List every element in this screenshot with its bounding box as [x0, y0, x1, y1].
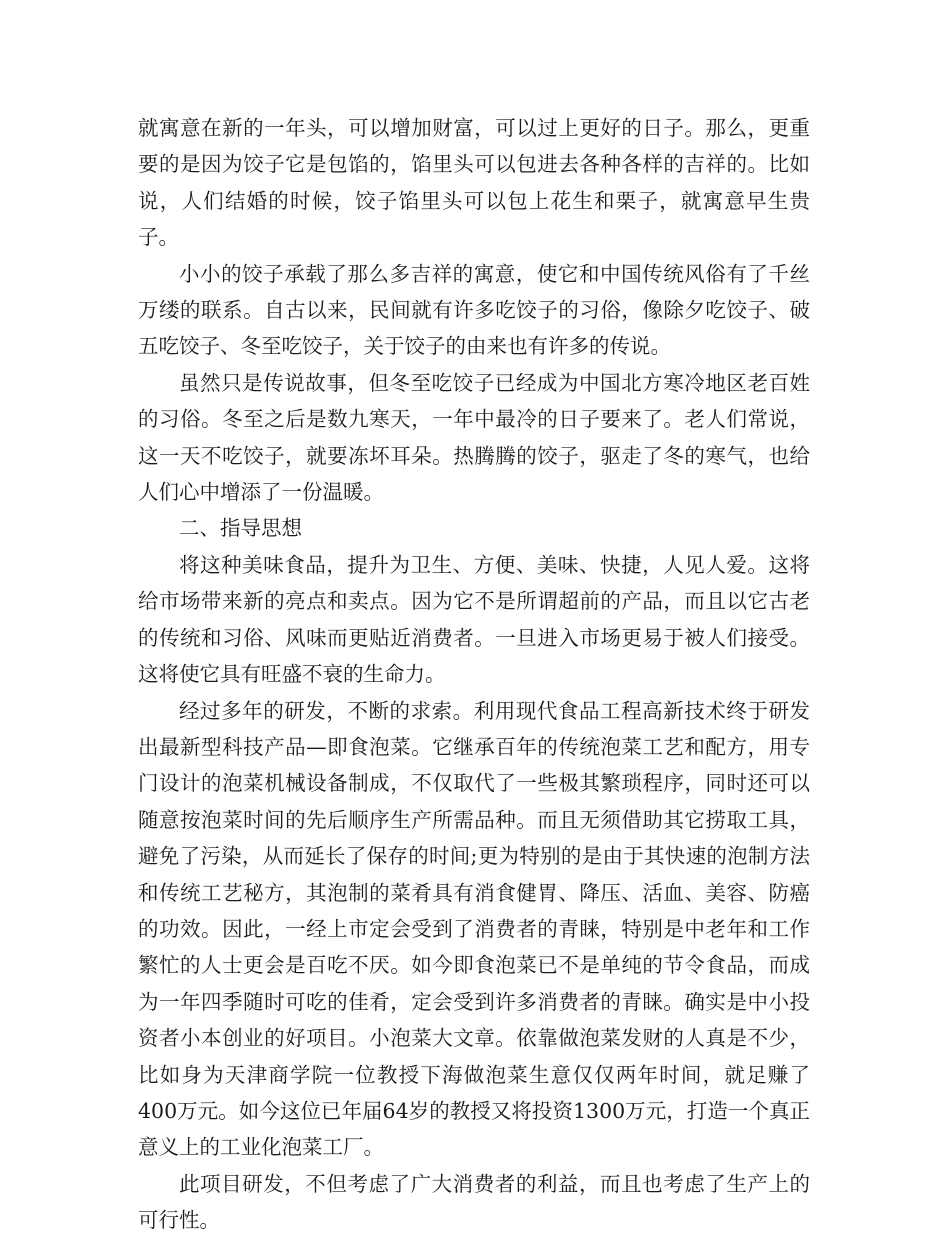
paragraph-continuation: 就寓意在新的一年头，可以增加财富，可以过上更好的日子。那么，更重要的是因为饺子它是包馅的，馅里头可以包进去各种各样的吉祥的。比如说，人们结婚的时候，饺子馅里头可以包上花生和栗子，就寓意早生贵子。: [138, 116, 810, 250]
paragraph-winter-solstice: 虽然只是传说故事，但冬至吃饺子已经成为中国北方寒冷地区老百姓的习俗。冬至之后是数九寒天，一年中最冷的日子要来了。老人们常说，这一天不吃饺子，就要冻坏耳朵。热腾腾的饺子，驱走了冬的寒气，也给人们心中增添了一份温暖。: [138, 370, 810, 505]
paragraph-instant-pickles: 经过多年的研发，不断的求索。利用现代食品工程高新技术终于研发出最新型科技产品—即食泡菜。它继承百年的传统泡菜工艺和配方，用专门设计的泡菜机械设备制成，不仅取代了一些极其繁琐程序，同时还可以随意按泡菜时间的先后顺序生产所需品种。而且无须借助其它捞取工具，避免了污染，从而延长了保存的时间;更为特别的是由于其快速的泡制方法和传统工艺秘方，其泡制的菜肴具有消食健胃、降压、活血、美容、防癌的功效。因此，一经上市定会受到了消费者的青睐，特别是中老年和工作繁忙的人士更会是百吃不厌。如今即食泡菜已不是单纯的节令食品，而成为一年四季随时可吃的佳肴，定会受到许多消费者的青睐。确实是中小投资者小本创业的好项目。小泡菜大文章。依靠做泡菜发财的人真是不少，比如身为天津商学院一位教授下海做泡菜生意仅仅两年时间，就足赚了400万元。如今这位已年届64岁的教授又将投资1300万元，打造一个真正意义上的工业化泡菜工厂。: [138, 698, 810, 1160]
section-heading-guiding-ideas: 二、指导思想: [179, 516, 302, 541]
paragraph-market-value: 将这种美味食品，提升为卫生、方便、美味、快捷，人见人爱。这将给市场带来新的亮点和卖点。因为它不是所谓超前的产品，而且以它古老的传统和习俗、风味而更贴近消费者。一旦进入市场更易于被人们接受。这将使它具有旺盛不衰的生命力。: [138, 552, 810, 687]
document-body: [138, 110, 810, 1239]
paragraph-feasibility: 此项目研发，不但考虑了广大消费者的利益，而且也考虑了生产上的可行性。: [138, 1171, 810, 1233]
paragraph-dumpling-meaning: 小小的饺子承载了那么多吉祥的寓意，使它和中国传统风俗有了千丝万缕的联系。自古以来，民间就有许多吃饺子的习俗，像除夕吃饺子、破五吃饺子、冬至吃饺子，关于饺子的由来也有许多的传说。: [138, 261, 810, 359]
